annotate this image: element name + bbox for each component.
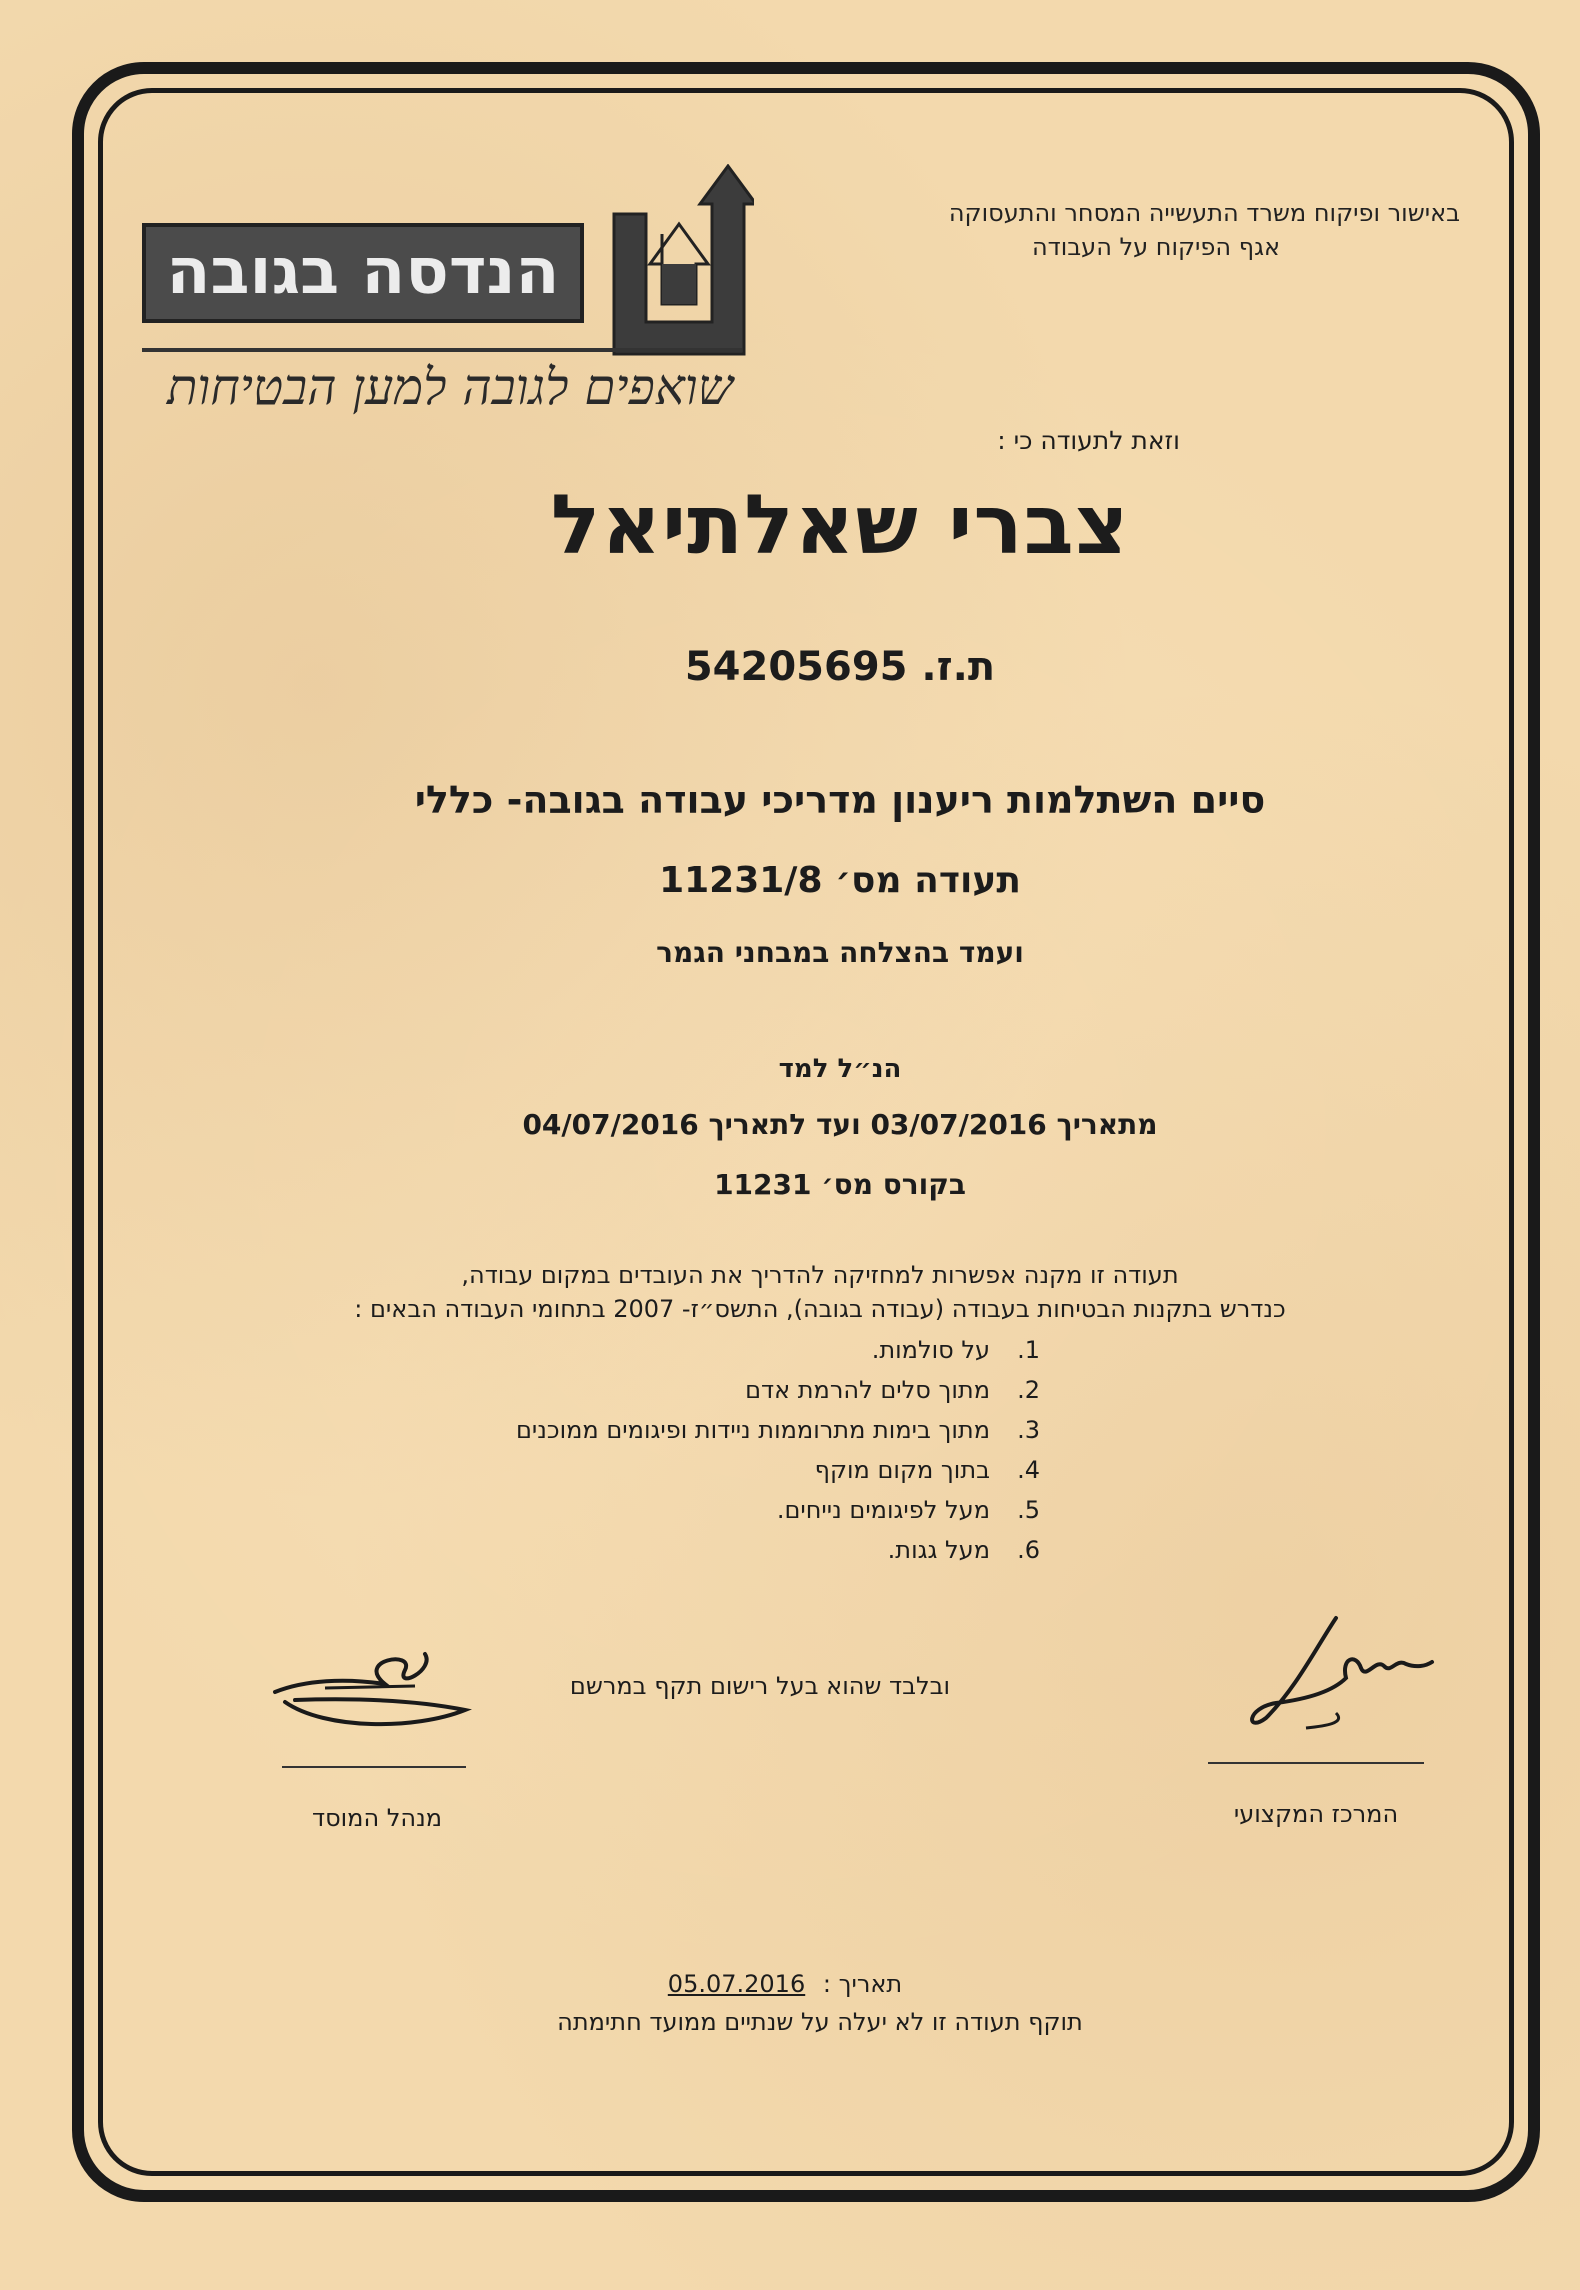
list-item: 3. מתוך בימות מתרוממות ניידות ופיגומים ממוכנים bbox=[516, 1416, 1040, 1444]
authorization-line-1: תעודה זו מקנה אפשרות למחזיקה להדריך את העובדים במקום עבודה, bbox=[461, 1261, 1179, 1289]
list-item: 1. על סולמות. bbox=[871, 1336, 1040, 1364]
logo-slogan: שואפים לגובה למען הבטיחות bbox=[166, 358, 734, 416]
director-label: מנהל המוסד bbox=[311, 1804, 443, 1832]
professional-center-signature-line bbox=[1208, 1762, 1424, 1764]
issue-date-line bbox=[560, 1970, 1000, 1998]
certificate-number: 11231/8 bbox=[659, 860, 823, 901]
studied-label: הנ״ל למד bbox=[778, 1054, 902, 1084]
certificate-number-label: תעודה מס׳ bbox=[835, 860, 1021, 901]
list-item: 6. מעל גגות. bbox=[887, 1536, 1040, 1564]
issue-date-label: תאריך : bbox=[822, 1970, 903, 1998]
authorization-line-2: כנדרש בתקנות הבטיחות בעבודה (עבודה בגובה), התשס״ז- 2007 בתחומי העבודה הבאים : bbox=[354, 1295, 1286, 1323]
header bbox=[780, 196, 1460, 264]
id-label: ת.ז. bbox=[921, 644, 996, 690]
list-item: 2. מתוך סלים להרמת אדם bbox=[745, 1376, 1040, 1404]
recipient-name: צברי שאלתיאל bbox=[550, 478, 1130, 573]
course-dates: מתאריך 03/07/2016 ועד לתאריך 04/07/2016 bbox=[522, 1108, 1158, 1141]
director-signature-icon bbox=[265, 1640, 475, 1730]
professional-center-signature-icon bbox=[1236, 1608, 1436, 1738]
completion-statement: סיים השתלמות ריענון מדריכי עבודה בגובה- כללי bbox=[414, 778, 1266, 822]
registration-note: ובלבד שהוא בעל רישום תקף במרשם bbox=[569, 1672, 951, 1700]
authorization-text bbox=[260, 1258, 1380, 1326]
certificate-number-line bbox=[300, 860, 1380, 901]
list-item: 4. בתוך מקום מוקף bbox=[814, 1456, 1040, 1484]
work-areas-list bbox=[300, 1330, 1040, 1570]
professional-center-label: המרכז המקצועי bbox=[1233, 1800, 1399, 1828]
exam-passed-statement: ועמד בהצלחה במבחני הגמר bbox=[656, 936, 1024, 969]
list-item: 5. מעל לפיגומים נייחים. bbox=[776, 1496, 1040, 1524]
intro-text: וזאת לתעודה כי : bbox=[997, 426, 1180, 455]
id-line bbox=[300, 644, 1380, 690]
header-line-department: אגף הפיקוח על העבודה bbox=[1031, 233, 1280, 261]
course-number-line bbox=[300, 1168, 1380, 1201]
logo-arrow-icon bbox=[604, 164, 754, 360]
issue-date: 05.07.2016 bbox=[667, 1970, 806, 1998]
director-signature-line bbox=[282, 1766, 466, 1768]
id-number: 54205695 bbox=[684, 644, 908, 690]
validity-note: תוקף תעודה זו לא יעלה על שנתיים ממועד חתימתה bbox=[557, 2008, 1083, 2036]
logo-name: הנדסה בגובה bbox=[142, 223, 584, 323]
course-number: 11231 bbox=[714, 1168, 812, 1201]
course-number-label: בקורס מס׳ bbox=[821, 1168, 966, 1201]
header-line-ministry: באישור ופיקוח משרד התעשייה המסחר והתעסוקה bbox=[948, 199, 1460, 227]
